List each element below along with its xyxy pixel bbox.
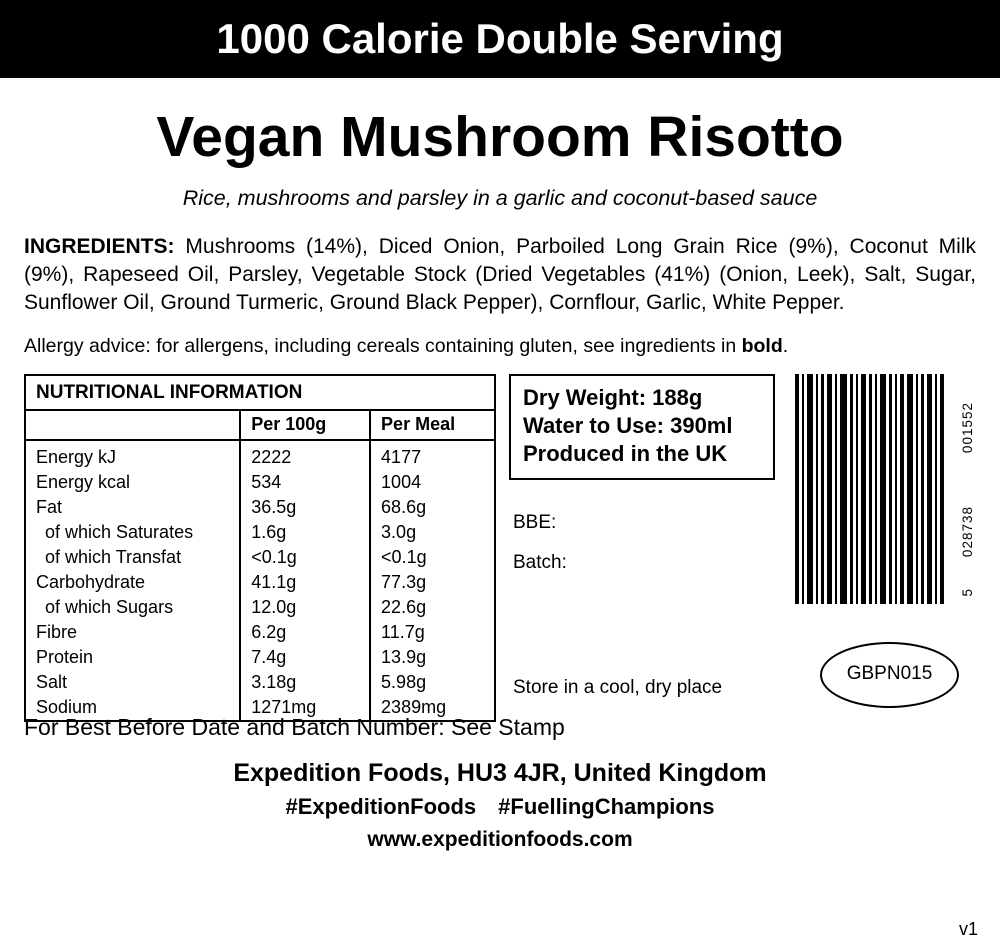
cell-nutrient: Fibre — [36, 621, 78, 642]
hashtag-fuelling-champions: #FuellingChampions — [498, 793, 715, 819]
company-address: Expedition Foods, HU3 4JR, United Kingdom — [233, 758, 767, 787]
table-row — [26, 440, 494, 470]
dry-weight-line: Dry Weight: 188g — [523, 384, 703, 410]
cell-nutrient: of which Saturates — [45, 521, 194, 542]
middle-section — [0, 374, 1000, 717]
cell-per-100g: 6.2g — [240, 620, 370, 645]
bbe-label: BBE: — [513, 511, 557, 533]
ingredients-paragraph — [24, 233, 976, 317]
hashtags — [0, 794, 1000, 820]
cell-per-meal: 5.98g — [370, 670, 494, 695]
cell-per-meal: 68.6g — [370, 495, 494, 520]
best-before-note: For Best Before Date and Batch Number: See Stamp — [24, 713, 565, 740]
cell-per-100g: 3.18g — [240, 670, 370, 695]
page-title: Vegan Mushroom Risotto — [156, 105, 844, 169]
allergy-bold-word: bold — [741, 334, 783, 357]
table-row — [26, 495, 494, 520]
calorie-banner: 1000 Calorie Double Serving — [0, 0, 1000, 78]
cell-per-meal: 11.7g — [370, 620, 494, 645]
product-code-oval: GBPN015 — [820, 642, 959, 708]
col-per-meal: Per Meal — [370, 411, 494, 440]
table-row — [26, 520, 494, 545]
cell-per-meal: 77.3g — [370, 570, 494, 595]
cell-per-meal: <0.1g — [370, 545, 494, 570]
nutrition-table — [26, 411, 494, 720]
cell-per-100g: 1.6g — [240, 520, 370, 545]
allergy-suffix: . — [782, 334, 789, 357]
product-subtitle: Rice, mushrooms and parsley in a garlic and coconut-based sauce — [182, 185, 818, 210]
col-nutrient — [26, 411, 240, 440]
table-row — [26, 620, 494, 645]
barcode — [795, 374, 975, 620]
cell-per-meal: 13.9g — [370, 645, 494, 670]
barcode-bars — [795, 374, 945, 604]
hashtag-expedition-foods: #ExpeditionFoods — [285, 793, 477, 819]
table-row — [26, 670, 494, 695]
footer — [0, 759, 1000, 852]
cell-nutrient: Sodium — [36, 696, 98, 717]
cell-per-meal: 2389mg — [370, 695, 494, 720]
barcode-digits-mid: 028738 — [960, 505, 975, 557]
allergy-prefix: Allergy advice: for allergens, including cereals containing gluten, see ingredients in — [24, 334, 742, 357]
table-row — [26, 645, 494, 670]
ingredients-body: Mushrooms (14%), Diced Onion, Parboiled Long Grain Rice (9%), Coconut Milk (9%), Rapeseed Oil, Parsley, Vegetable Stock (Dried Vegetables (41%) (Onion, Leek), Salt, Sugar, Sunflower Oil, Ground Turmeric, Ground Black Pepper), Cornflour, Garlic, White Pepper. — [24, 234, 976, 314]
col-per-100g: Per 100g — [240, 411, 370, 440]
table-row — [26, 545, 494, 570]
cell-nutrient: Energy kcal — [36, 471, 131, 492]
cell-nutrient: Energy kJ — [36, 446, 117, 467]
table-header-row — [26, 411, 494, 440]
barcode-digits-top: 001552 — [960, 401, 975, 453]
cell-per-100g: 41.1g — [240, 570, 370, 595]
nutrition-table-panel — [24, 374, 496, 722]
storage-instruction: Store in a cool, dry place — [513, 676, 723, 698]
cell-nutrient: Fat — [36, 496, 63, 517]
table-row — [26, 570, 494, 595]
allergy-advice — [24, 335, 976, 358]
website-url[interactable]: www.expeditionfoods.com — [367, 827, 633, 851]
cell-per-meal: 1004 — [370, 470, 494, 495]
ingredients-heading: INGREDIENTS: — [24, 234, 175, 258]
produced-in-line: Produced in the UK — [523, 440, 728, 466]
cell-nutrient: Protein — [36, 646, 94, 667]
cell-per-100g: 534 — [240, 470, 370, 495]
cell-nutrient: Carbohydrate — [36, 571, 146, 592]
batch-label: Batch: — [513, 551, 567, 573]
table-row — [26, 695, 494, 720]
cell-per-100g: 36.5g — [240, 495, 370, 520]
cell-nutrient: of which Sugars — [45, 596, 174, 617]
cell-per-100g: 12.0g — [240, 595, 370, 620]
table-row — [26, 595, 494, 620]
cell-per-meal: 22.6g — [370, 595, 494, 620]
version-label: v1 — [958, 919, 978, 939]
cell-nutrient: Salt — [36, 671, 68, 692]
nutrition-table-title: NUTRITIONAL INFORMATION — [26, 376, 494, 411]
cell-per-100g: 1271mg — [240, 695, 370, 720]
cell-per-meal: 3.0g — [370, 520, 494, 545]
water-to-use-line: Water to Use: 390ml — [523, 412, 733, 438]
cell-nutrient: of which Transfat — [45, 546, 182, 567]
barcode-digits-bottom: 5 — [960, 587, 975, 597]
cell-per-100g: <0.1g — [240, 545, 370, 570]
table-row — [26, 470, 494, 495]
cell-per-meal: 4177 — [370, 440, 494, 470]
cell-per-100g: 2222 — [240, 440, 370, 470]
dry-weight-box — [509, 374, 775, 480]
cell-per-100g: 7.4g — [240, 645, 370, 670]
